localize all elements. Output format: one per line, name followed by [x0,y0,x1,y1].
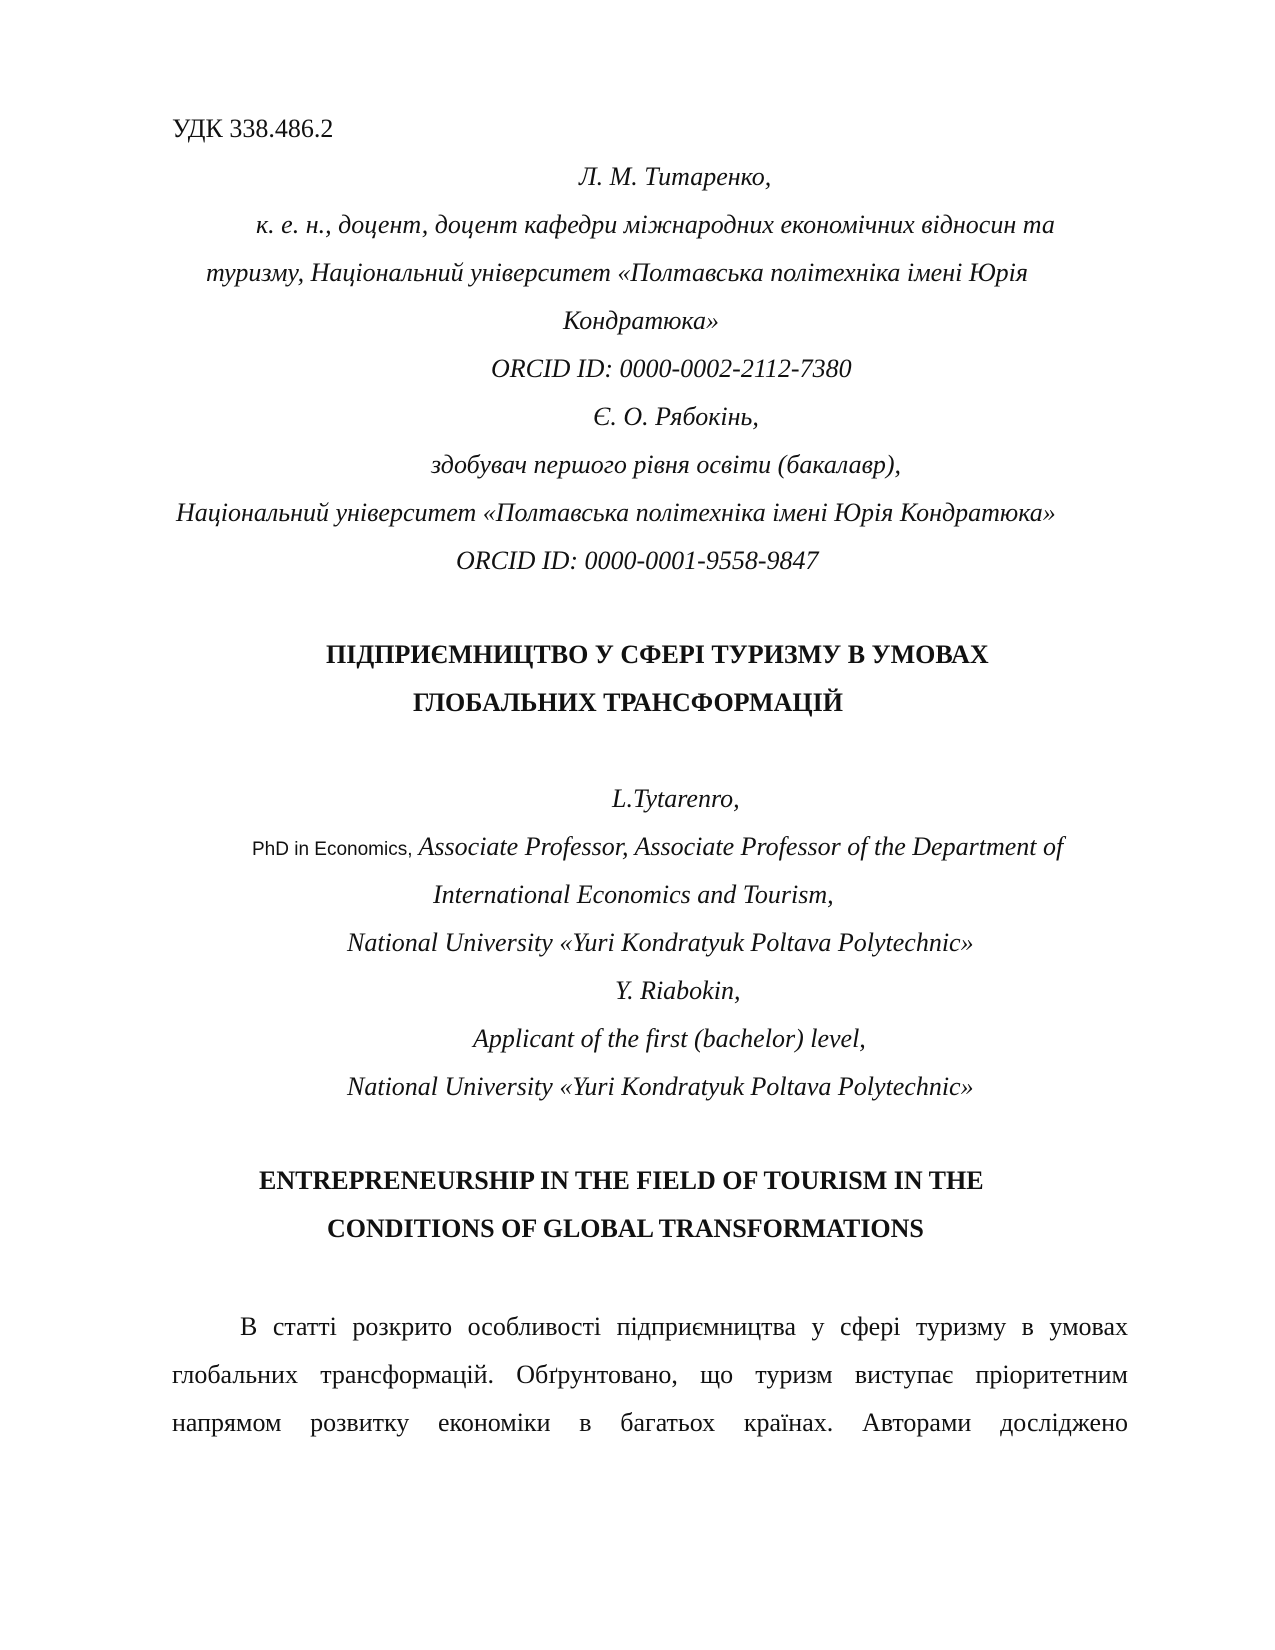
author1-affiliation-en: National University «Yuri Kondratyuk Poltava Polytechnic» [347,928,974,957]
author1-position-en-text: Associate Professor, Associate Professor of the Department of [412,832,1064,861]
author2-name-en: Y. Riabokin, [615,976,741,1005]
author2-position-ua: здобувач першого рівня освіти (бакалавр), [431,450,902,479]
author1-position-en-line2: International Economics and Tourism, [433,880,834,909]
author1-position-ua-line3: Кондратюка» [563,306,719,335]
title-ua-line1: ПІДПРИЄМНИЦТВО У СФЕРІ ТУРИЗМУ В УМОВАХ [326,640,989,669]
author2-affiliation-ua: Національний університет «Полтавська політехніка імені Юрія Кондратюка» [176,498,1056,527]
author1-name-en: L.Tytarenro, [612,784,740,813]
author1-position-ua-line1: к. е. н., доцент, доцент кафедри міжнародних економічних відносин та [256,210,1055,239]
abstract-line2: глобальних трансформацій. Обґрунтовано, що туризм виступає пріоритетним [172,1360,1128,1389]
author1-degree-en: PhD in Economics, [252,839,413,860]
udc-code: УДК 338.486.2 [172,114,334,143]
author2-name-ua: Є. О. Рябокінь, [593,402,759,431]
author1-name-ua: Л. М. Титаренко, [579,162,772,191]
author2-affiliation-en: National University «Yuri Kondratyuk Poltava Polytechnic» [347,1072,974,1101]
title-en-line1: ENTREPRENEURSHIP IN THE FIELD OF TOURISM IN THE [259,1166,984,1195]
author2-orcid-ua: ORCID ID: 0000-0001-9558-9847 [456,546,819,575]
abstract-line3: напрямом розвитку економіки в багатьох країнах. Авторами досліджено [172,1408,1128,1437]
author2-position-en: Applicant of the first (bachelor) level, [473,1024,866,1053]
title-en-line2: CONDITIONS OF GLOBAL TRANSFORMATIONS [327,1214,924,1243]
abstract-line1: В статті розкрито особливості підприємництва у сфері туризму в умовах [240,1312,1128,1341]
title-ua-line2: ГЛОБАЛЬНИХ ТРАНСФОРМАЦІЙ [413,688,843,717]
author1-position-ua-line2: туризму, Національний університет «Полтавська політехніка імені Юрія [206,258,1028,287]
author1-orcid-ua: ORCID ID: 0000-0002-2112-7380 [491,354,852,383]
author1-position-en-line1 [252,832,1063,865]
